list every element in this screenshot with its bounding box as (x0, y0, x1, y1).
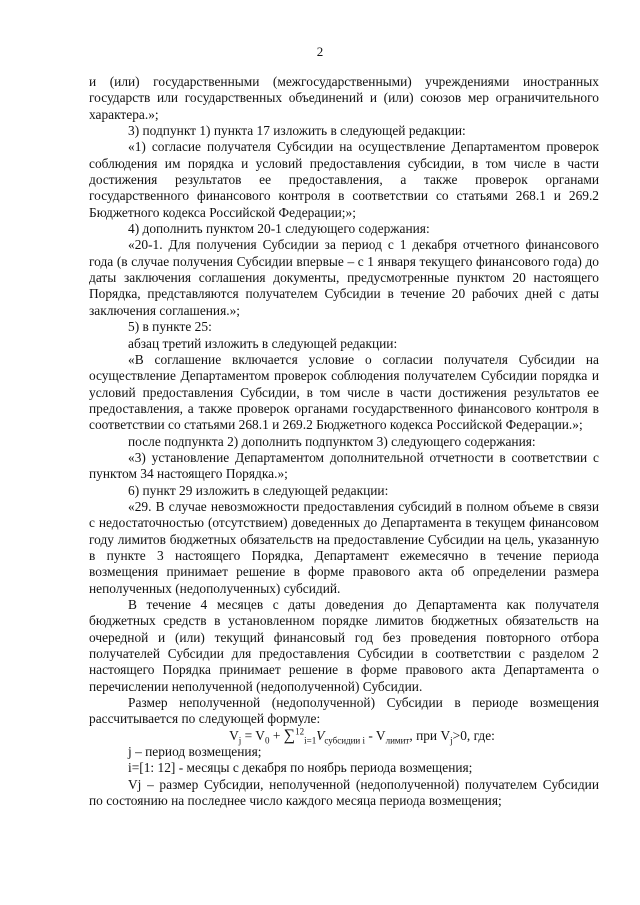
paragraph-10: «3) установление Департаментом дополнительной отчетности в соответствии с пунктом 34 настоящего Порядка.»; (89, 449, 599, 482)
paragraph-7: абзац третий изложить в следующей редакции: (128, 335, 398, 351)
paragraph-8: «В соглашение включается условие о согласии получателя Субсидии на осуществление Департаментом проверок соблюдения получателем Субсидии порядка и условий предоставления Субсидии, в том числе в части достижения результатов ее предоставления, а также проверок органами государственного финансового контроля в соответствии со статьями 268.1 и 269.2 Бюджетного кодекса Российской Федерации.»; (89, 351, 599, 433)
paragraph-6: 5) в пункте 25: (128, 319, 212, 335)
formula-minus: - V (365, 727, 386, 743)
formula-vsub-sub: субсидии i (324, 735, 366, 746)
formula-sum-bottom: i=1 (304, 735, 317, 746)
formula-eq: = V (241, 727, 265, 743)
paragraph-5: «20-1. Для получения Субсидии за период с 1 декабря отчетного финансового года (в случае получения Субсидии впервые – с 1 января текущего финансового года) до даты заключения соглашения документы, предусмотренные пунктом 20 настоящего Порядка, представляются получателем Субсидии в течение 20 рабочих дней с даты заключения соглашения.»; (89, 237, 599, 318)
document-body (89, 74, 599, 809)
formula-limit-sub: лимит (385, 735, 410, 746)
paragraph-2: 3) подпункт 1) пункта 17 изложить в следующей редакции: (128, 123, 466, 139)
definition-3: Vj – размер Субсидии, неполученной (недополученной) получателем Субсидии по состоянию на последнее число каждого месяца периода возмещения; (89, 776, 599, 809)
paragraph-11: 6) пункт 29 изложить в следующей редакции: (128, 482, 389, 498)
formula-sum-top: 12 (295, 726, 305, 737)
paragraph-4: 4) дополнить пунктом 20-1 следующего содержания: (128, 221, 430, 237)
formula-cond-tail: >0, где: (452, 727, 495, 743)
paragraph-9: после подпункта 2) дополнить подпунктом 3) следующего содержания: (128, 433, 536, 449)
formula-cond: , при V (409, 727, 451, 743)
page-number: 2 (316, 44, 324, 59)
paragraph-13: В течение 4 месяцев с даты доведения до Департамента как получателя бюджетных средств в установленном порядке лимитов бюджетных обязательств на очередной и (или) текущий финансовый год без проведения повторного отбора получателей Субсидии для предоставления Субсидии в соответствии с разделом 2 настоящего Порядка принимает решение в форме правового акта Департамента о перечислении неполученной (недополученной) Субсидии. (89, 597, 599, 694)
paragraph-12: «29. В случае невозможности предоставления субсидий в полном объеме в связи с недостаточностью (отсутствием) доведенных до Департамента в текущем финансовом году лимитов бюджетных обязательств на предоставление Субсидии на цель, указанную в пункте 3 настоящего Порядка, Департамент ежемесячно в течение периода возмещения принимает решение в форме правового акта об определении размера неполученных (недополученных) субсидий. (89, 498, 599, 596)
paragraph-1: и (или) государственными (межгосударственными) учреждениями иностранных государств или государственных объединений и (или) союзов мер ограничительного характера.»; (89, 74, 599, 122)
formula-plus: + (269, 727, 284, 743)
formula-cond-sub: j (450, 735, 453, 746)
formula-vsub: V (316, 727, 325, 743)
definition-1: j – период возмещения; (128, 744, 262, 760)
formula-v0-sub: 0 (264, 735, 270, 746)
formula (89, 728, 599, 744)
formula-sum-sign: ∑ (283, 726, 296, 744)
definition-2: i=[1: 12] - месяцы с декабря по ноябрь периода возмещения; (128, 760, 473, 776)
paragraph-3: «1) согласие получателя Субсидии на осуществление Департаментом проверок соблюдения им порядка и условий предоставления субсидии, в том числе в части достижения результатов ее предоставления, а также проверок органами государственного финансового контроля в соответствии со статьями 268.1 и 269.2 Бюджетного кодекса Российской Федерации;»; (89, 139, 599, 220)
formula-vj-sub: j (238, 735, 242, 746)
paragraph-14: Размер неполученной (недополученной) Субсидии в периоде возмещения рассчитывается по следующей формуле: (89, 695, 599, 727)
formula-vj: V (229, 727, 239, 743)
